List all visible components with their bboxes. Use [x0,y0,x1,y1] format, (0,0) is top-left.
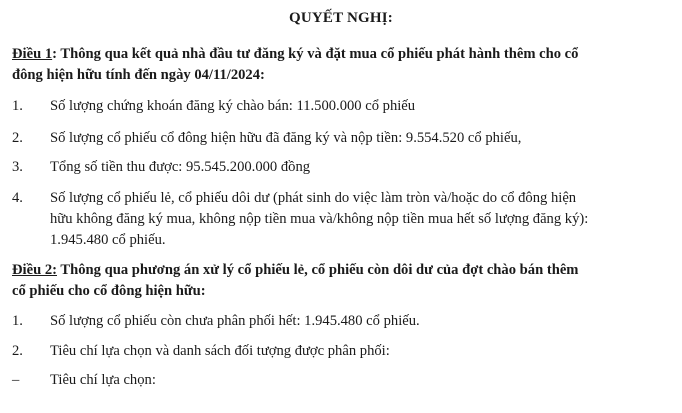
article-1-text-line-1: : Thông qua kết quả nhà đầu tư đăng ký và đặt mua cổ phiếu phát hành thêm cho cổ [52,46,579,62]
article-1-label: Điều 1 [12,46,53,62]
article-2-label: Điều 2: [12,262,57,278]
item-text [50,128,672,149]
item-text [50,311,672,332]
item-text [50,341,672,362]
item-text-line: 1.945.480 cổ phiếu. [50,232,166,248]
item-text-line: Tiêu chí lựa chọn và danh sách đối tượng được phân phối: [50,343,390,359]
item-number: 2. [12,130,23,146]
article-1-heading-line-1 [12,44,672,65]
item-text-line: Số lượng chứng khoán đăng ký chào bán: 11.500.000 cổ phiếu [50,98,416,114]
item-text-line: Tiêu chí lựa chọn: [50,372,156,388]
item-number: 4. [12,190,23,206]
article-1-text-line-2: đông hiện hữu tính đến ngày 04/11/2024: [12,67,265,83]
item-text [50,157,672,178]
item-number: 2. [12,343,23,359]
item-number: 3. [12,159,23,175]
item-text [50,96,672,117]
item-text-line: Số lượng cổ phiếu lẻ, cổ phiếu dôi dư (phát sinh do việc làm tròn và/hoặc do cổ đông hiện [50,190,577,206]
item-dash: – [12,372,20,388]
item-text [50,370,672,391]
item-text-line: Số lượng cổ phiếu còn chưa phân phối hết: 1.945.480 cổ phiếu. [50,313,420,329]
article-2-heading-line-1 [12,260,672,281]
article-1-heading [12,44,672,86]
item-text-line: hữu không đăng ký mua, không nộp tiền mua và/không nộp tiền mua hết số lượng đăng ký): [50,211,589,227]
item-text-line: Số lượng cổ phiếu cổ đông hiện hữu đã đăng ký và nộp tiền: 9.554.520 cổ phiếu, [50,130,522,146]
item-number: 1. [12,98,23,114]
document-title: QUYẾT NGHỊ: [288,10,394,26]
item-text [50,188,672,251]
article-2-text-line-2: cổ phiếu cho cổ đông hiện hữu: [12,283,206,299]
article-2-heading [12,260,672,302]
item-text-line: Tổng số tiền thu được: 95.545.200.000 đồng [50,159,311,175]
item-number: 1. [12,313,23,329]
article-2-text-line-1: Thông qua phương án xử lý cổ phiếu lẻ, cổ phiếu còn dôi dư của đợt chào bán thêm [57,262,579,278]
